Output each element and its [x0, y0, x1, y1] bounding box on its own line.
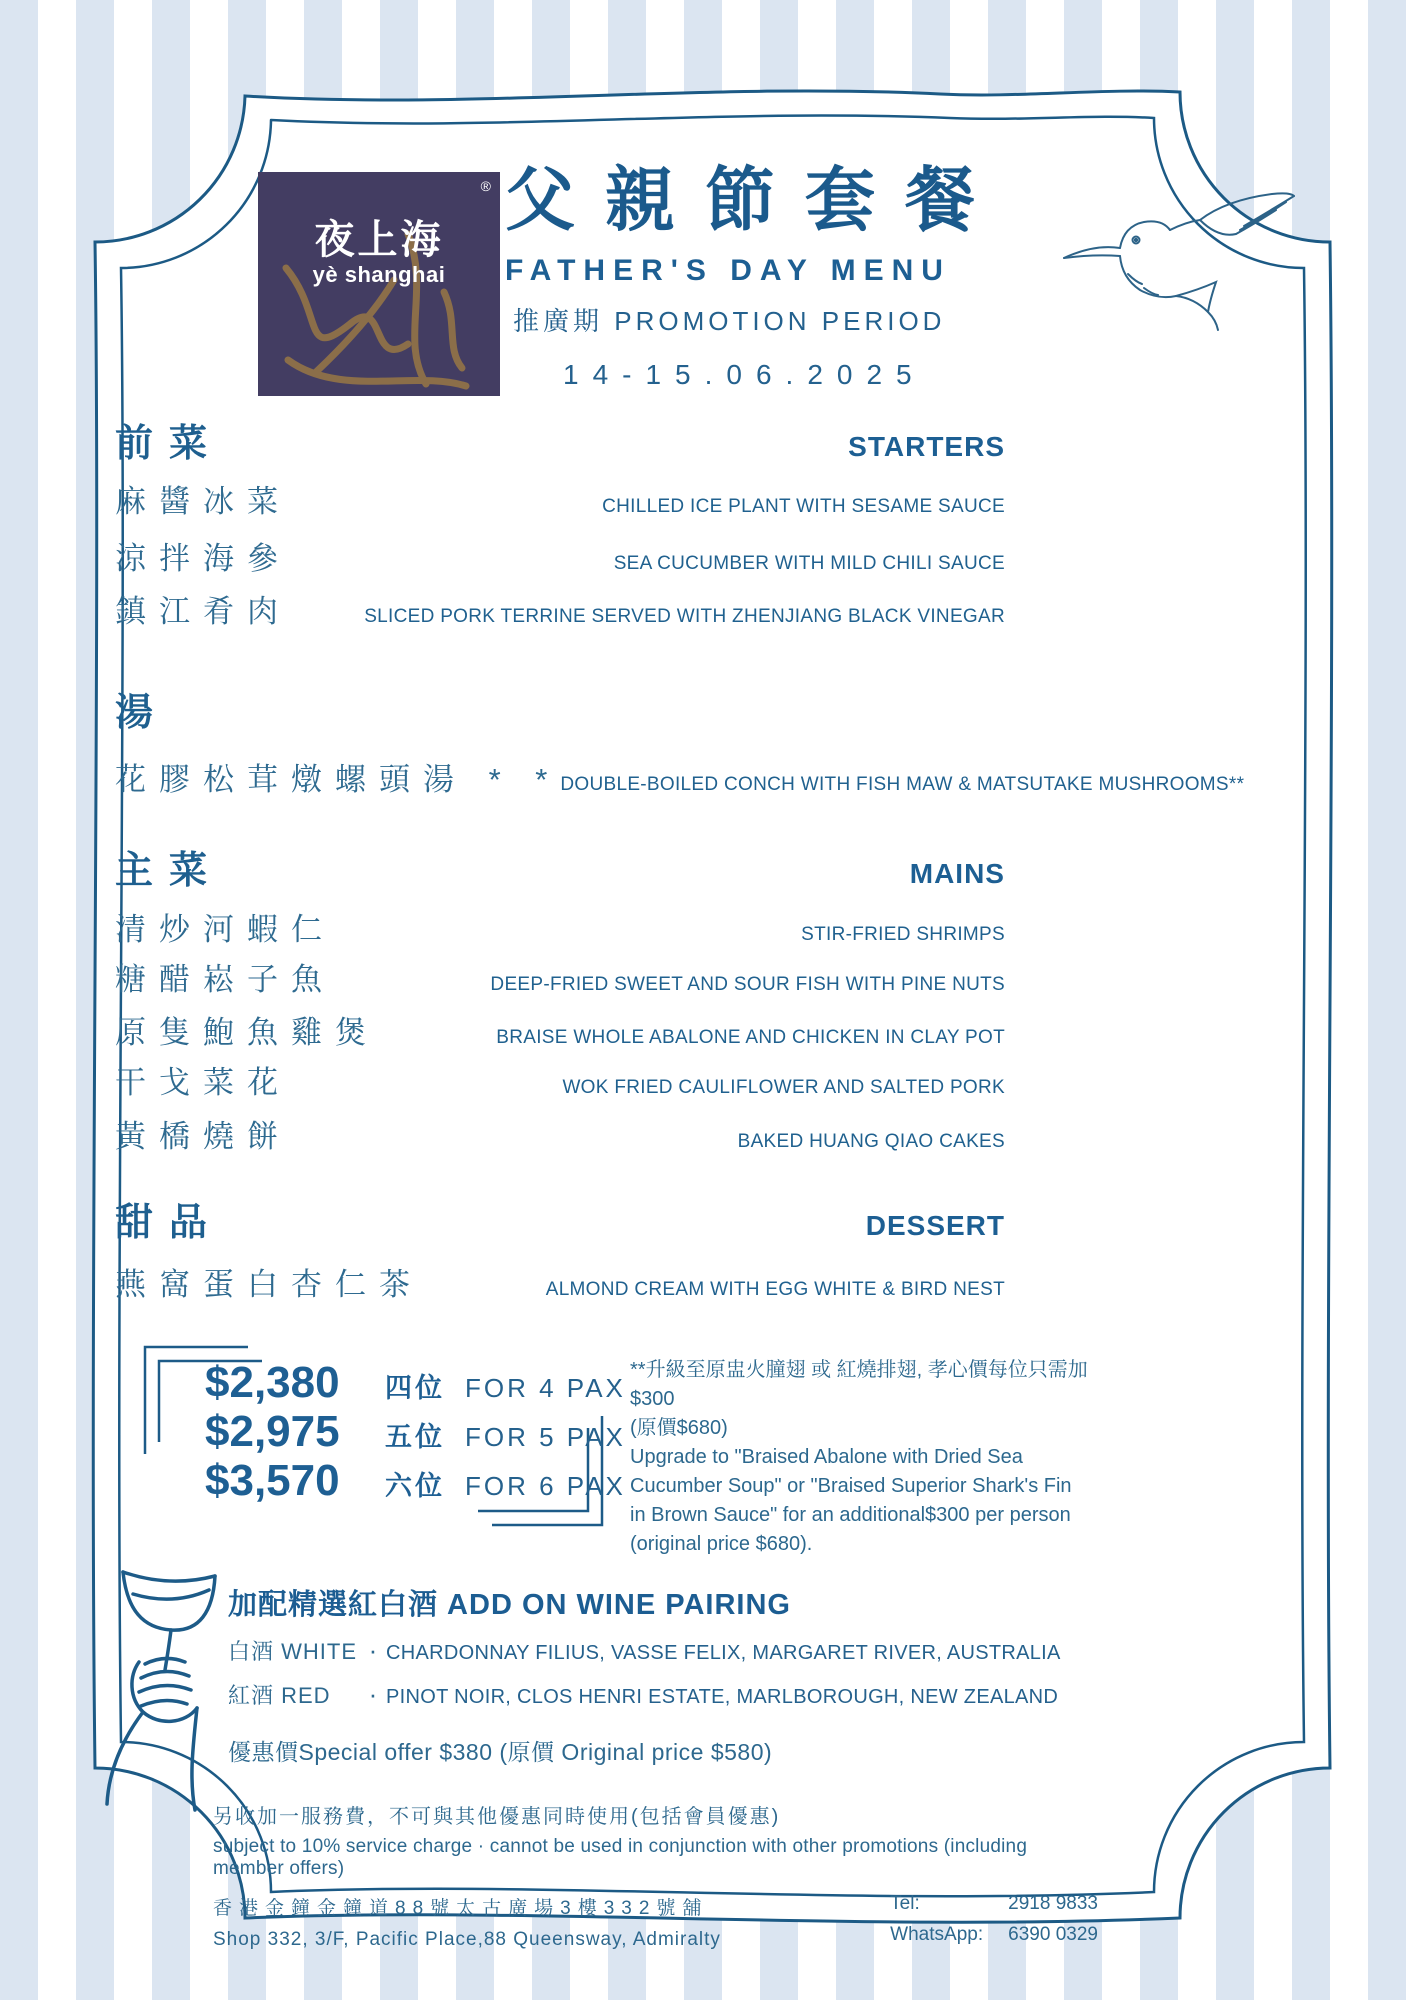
upgrade-zh-line1: **升級至原盅火朣翅 或 紅燒排翅, 孝心價每位只需加$300: [630, 1359, 1088, 1410]
dish-zh: 原隻鮑魚雞煲: [115, 1015, 379, 1050]
dish-zh: 花膠松茸燉螺頭湯 * *: [115, 762, 561, 797]
menu-item-row: [115, 910, 1005, 950]
pax-zh: 五位: [385, 1422, 445, 1452]
dish-zh: 燕窩蛋白杏仁茶: [115, 1267, 423, 1302]
red-wine-label: 紅酒 RED: [228, 1683, 331, 1708]
dish-zh: 糖醋崧子魚: [115, 962, 335, 997]
wine-row-red: [228, 1679, 1059, 1710]
dish-zh: 黃橋燒餅: [115, 1119, 291, 1154]
section-header-mains: [115, 847, 1005, 895]
white-wine-value: CHARDONNAY FILIUS, VASSE FELIX, MARGARET RIVER, AUSTRALIA: [386, 1642, 1061, 1664]
menu-header: [505, 150, 1105, 391]
section-title-zh: 主菜: [115, 850, 224, 892]
wine-offer-price: 優惠價Special offer $380 (原價 Original price $580): [228, 1739, 773, 1765]
white-wine-label: 白酒 WHITE: [228, 1639, 357, 1664]
menu-item-row: [115, 1013, 1005, 1053]
dish-en: WOK FRIED CAULIFLOWER AND SALTED PORK: [562, 1077, 1005, 1098]
section-title-zh: 湯: [115, 692, 170, 734]
logo-name-pinyin: yè shanghai: [312, 262, 446, 287]
menu-item-row: [115, 592, 1005, 632]
pax-zh: 四位: [385, 1373, 445, 1403]
dish-en: CHILLED ICE PLANT WITH SESAME SAUCE: [602, 496, 1005, 517]
dish-zh: 鎮江肴肉: [115, 594, 291, 629]
section-title-zh: 甜品: [115, 1202, 224, 1244]
section-title-en: STARTERS: [848, 431, 1005, 462]
wine-pairing-section: [228, 1588, 1061, 1767]
dish-en: SEA CUCUMBER WITH MILD CHILI SAUCE: [613, 553, 1005, 574]
upgrade-en: Upgrade to "Braised Abalone with Dried Sea Cucumber Soup" or "Braised Superior Shark's Fin in Brown Sauce" for an additional$300 per person (original price $680).: [630, 1446, 1072, 1555]
red-wine-value: PINOT NOIR, CLOS HENRI ESTATE, MARLBOROUGH, NEW ZEALAND: [386, 1686, 1059, 1708]
section-header-soup: [115, 689, 1005, 737]
upgrade-note: [630, 1356, 1090, 1559]
whatsapp-label: WhatsApp:: [890, 1924, 984, 1945]
upgrade-zh-line2: (原價$680): [630, 1417, 728, 1439]
ye-shanghai-logo: [258, 172, 500, 396]
section-header-dessert: [115, 1199, 1005, 1247]
dish-en: ALMOND CREAM WITH EGG WHITE & BIRD NEST: [545, 1279, 1005, 1300]
page-title-en: FATHER'S DAY MENU: [505, 254, 951, 287]
dish-zh: 麻醬冰菜: [115, 484, 291, 519]
address: [213, 1893, 721, 1951]
bullet-icon: ·: [368, 1679, 378, 1709]
dish-en: BAKED HUANG QIAO CAKES: [737, 1131, 1005, 1152]
price-row: [205, 1458, 626, 1504]
menu-item-row: [115, 960, 1005, 1000]
price-value: $2,380: [205, 1358, 340, 1407]
pax-en: FOR 6 PAX: [465, 1471, 626, 1501]
section-header-starters: [115, 420, 1005, 468]
pax-zh: 六位: [385, 1471, 445, 1501]
service-charge-note-en: subject to 10% service charge · cannot be used in conjunction with other promotions (including member offers): [213, 1836, 1028, 1879]
logo-name-zh: 夜上海: [314, 218, 444, 262]
price-value: $2,975: [205, 1407, 340, 1456]
menu-item-row: [115, 760, 1245, 800]
dish-zh: 涼拌海參: [115, 541, 291, 576]
price-row: [205, 1409, 626, 1455]
menu-item-row: [115, 1265, 1005, 1305]
hummingbird-illustration-icon: [1058, 186, 1298, 336]
price-value: $3,570: [205, 1456, 340, 1505]
menu-item-row: [115, 1117, 1005, 1157]
menu-item-row: [115, 482, 1005, 522]
promotion-period-label: 推廣期 PROMOTION PERIOD: [513, 306, 946, 336]
address-block: [213, 1893, 1098, 1951]
promotion-dates: 14-15.06.2025: [563, 359, 926, 390]
menu-item-row: [115, 1063, 1005, 1103]
price-list: [205, 1360, 626, 1504]
address-en: Shop 332, 3/F, Pacific Place,88 Queensway, Admiralty: [213, 1929, 721, 1950]
wine-row-white: [228, 1635, 1061, 1666]
wine-glass-hand-illustration-icon: [85, 1566, 240, 1826]
registered-mark: ®: [480, 178, 491, 194]
address-zh: 香港金鐘金鐘道88號太古廣場3樓332號舖: [213, 1898, 709, 1919]
tel-label: Tel:: [890, 1893, 920, 1914]
pax-en: FOR 5 PAX: [465, 1422, 626, 1452]
pax-en: FOR 4 PAX: [465, 1373, 626, 1403]
section-title-en: MAINS: [909, 858, 1005, 889]
section-title-zh: 前菜: [115, 423, 224, 465]
dish-en: SLICED PORK TERRINE SERVED WITH ZHENJIANG BLACK VINEGAR: [364, 606, 1005, 627]
wine-pairing-heading: 加配精選紅白酒 ADD ON WINE PAIRING: [228, 1589, 791, 1621]
logo-text: [258, 218, 500, 288]
tel-number: 2918 9833: [1008, 1893, 1098, 1914]
dish-en: STIR-FRIED SHRIMPS: [801, 924, 1005, 945]
dish-zh: 清炒河蝦仁: [115, 912, 335, 947]
dish-en: BRAISE WHOLE ABALONE AND CHICKEN IN CLAY POT: [496, 1027, 1005, 1048]
bullet-icon: ·: [368, 1635, 378, 1665]
menu-item-row: [115, 539, 1005, 579]
service-charge-note-zh: 另收加一服務費，不可與其他優惠同時使用(包括會員優惠): [213, 1806, 781, 1828]
contact-block: [890, 1893, 1098, 1951]
menu-sections: [115, 420, 1245, 1305]
dish-en: DEEP-FRIED SWEET AND SOUR FISH WITH PINE NUTS: [490, 974, 1005, 995]
dish-zh: 干戈菜花: [115, 1065, 291, 1100]
page-title-zh: 父親節套餐: [505, 161, 1005, 239]
dish-en: DOUBLE-BOILED CONCH WITH FISH MAW & MATSUTAKE MUSHROOMS**: [560, 774, 1245, 795]
section-title-en: DESSERT: [865, 1210, 1005, 1241]
price-row: [205, 1360, 626, 1406]
whatsapp-number: 6390 0329: [1008, 1924, 1098, 1945]
footer: [213, 1800, 1098, 1951]
